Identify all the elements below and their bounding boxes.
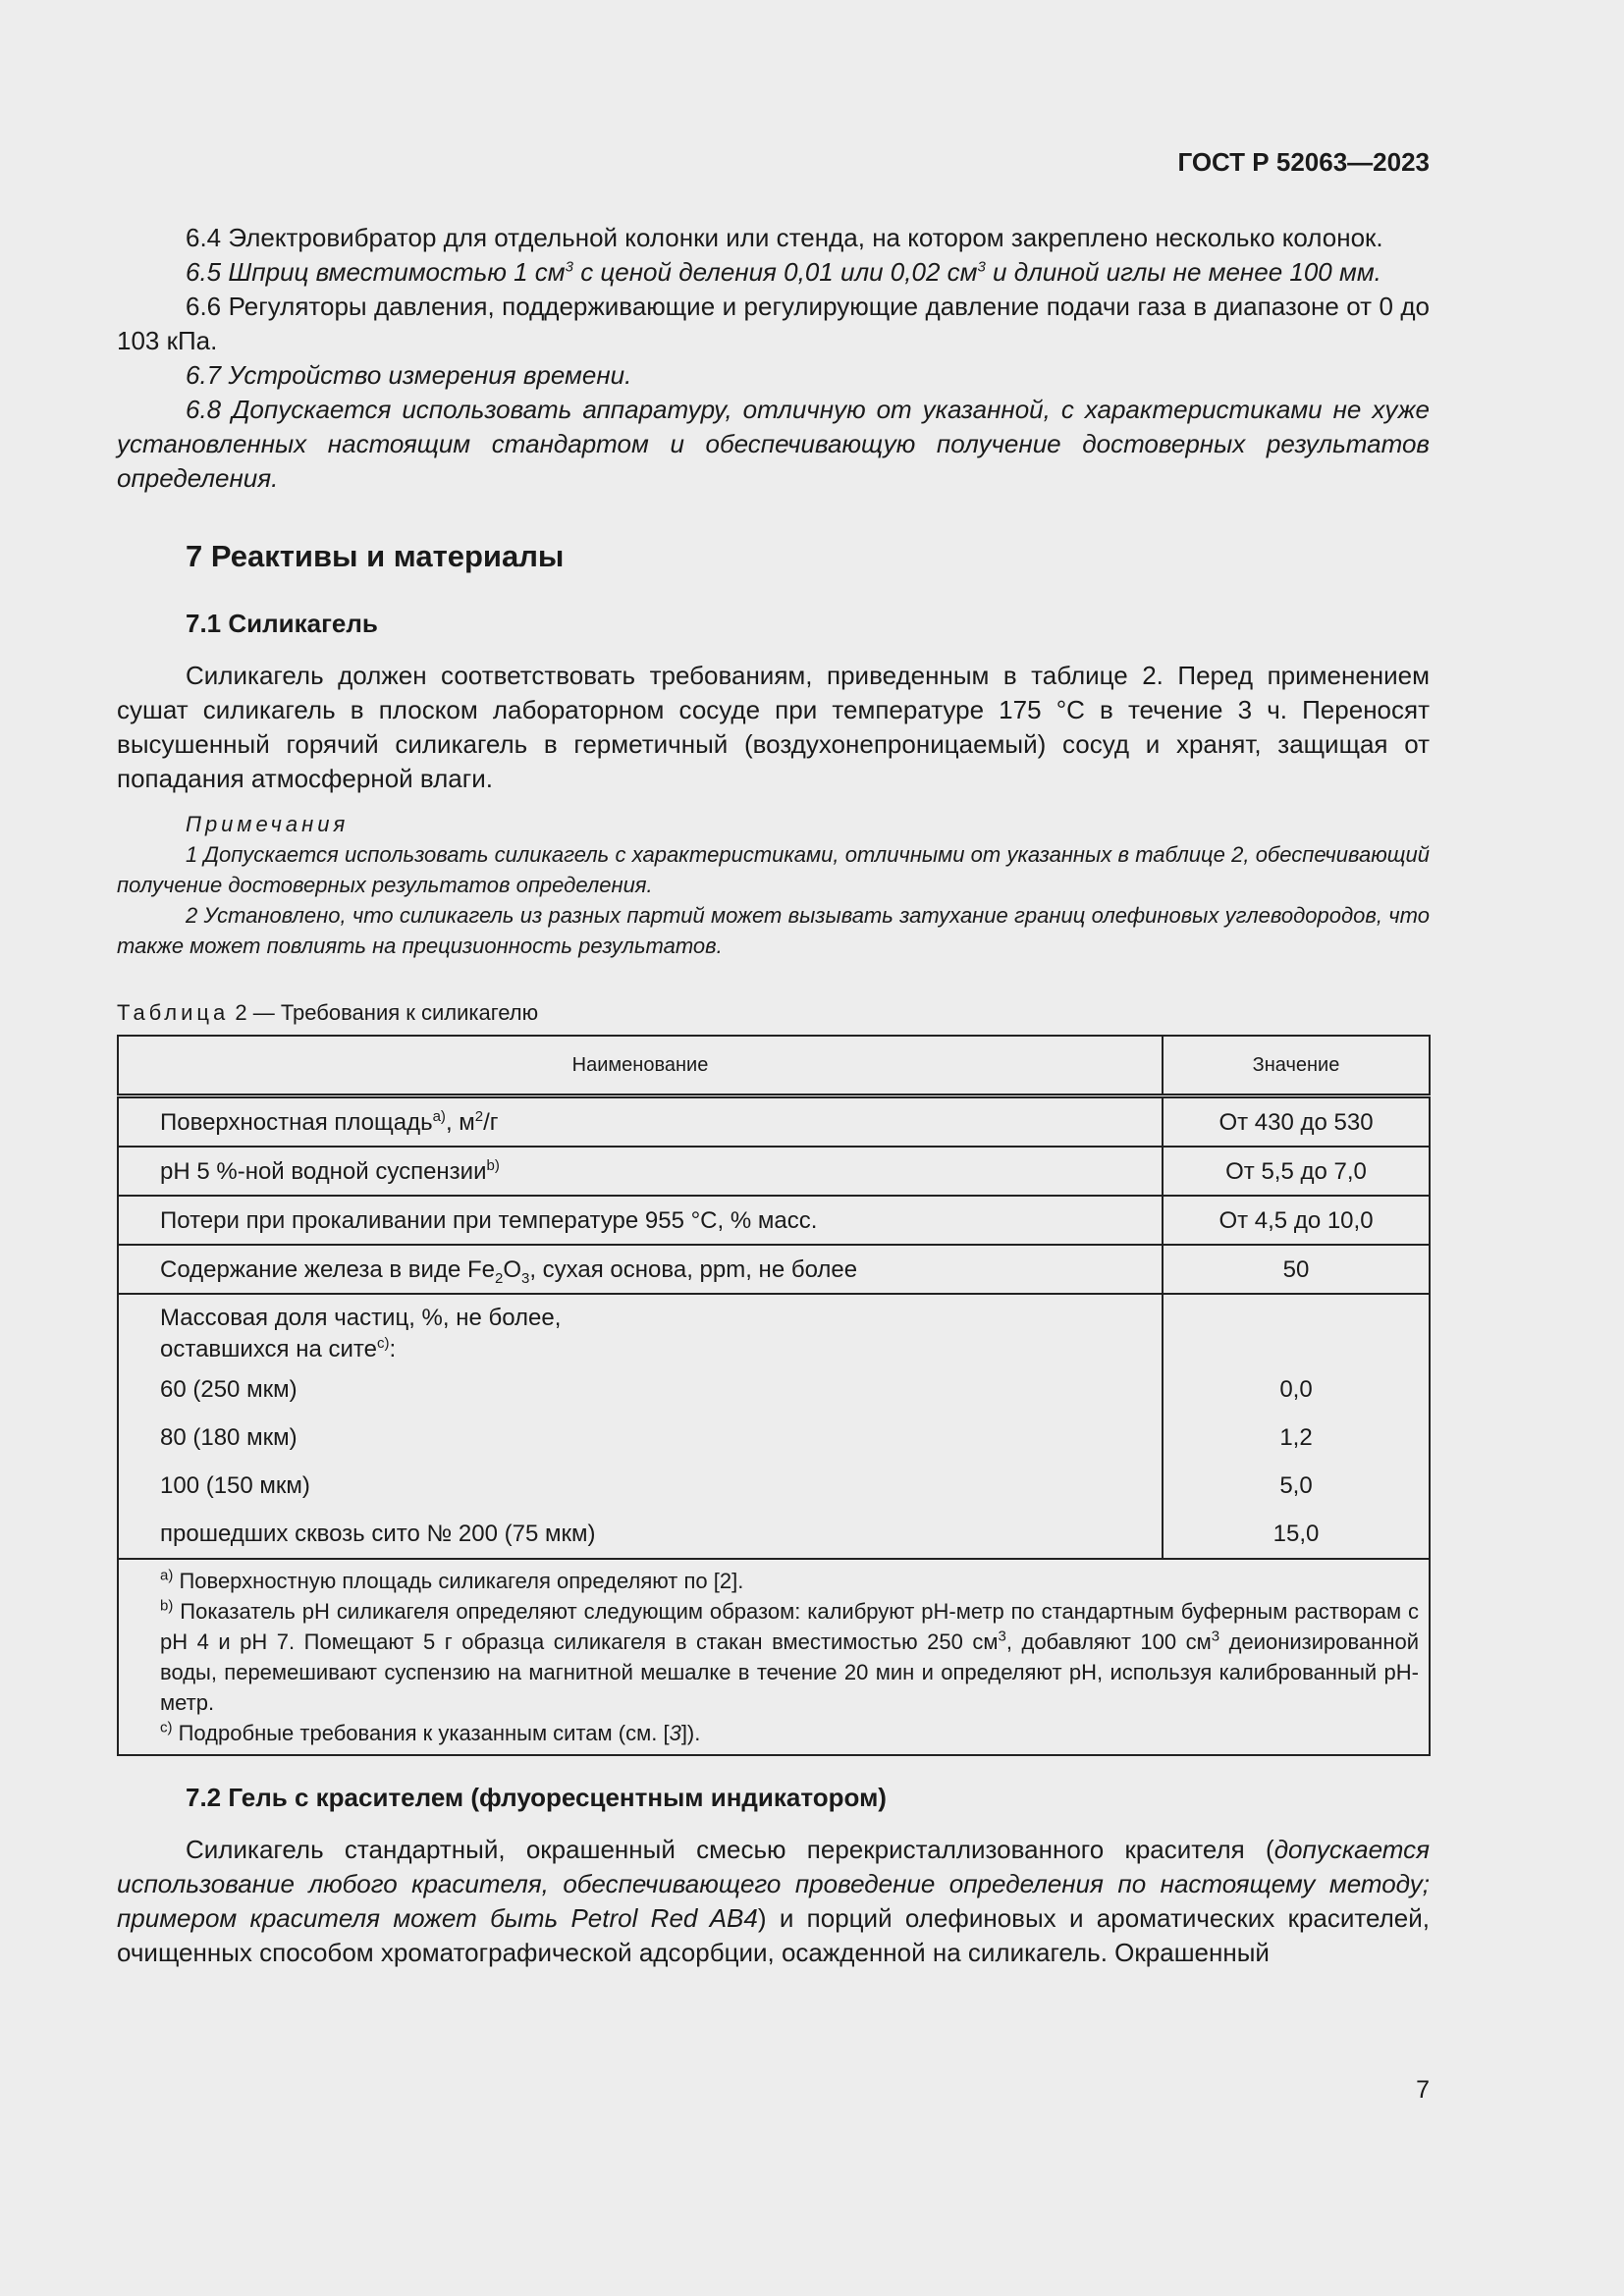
table-header-row (118, 1036, 1430, 1096)
table-row: 100 (150 мкм) 5,0 (118, 1462, 1430, 1510)
page-content (117, 221, 1430, 1970)
paragraph-6-8: 6.8 Допускается использовать аппаратуру, отличную от указанной, с характеристиками не хуже установленных настоящим стандартом и обеспечивающую получение достоверных результатов определения. (117, 395, 1430, 493)
table-caption: Таблица 2 — Требования к силикагелю (117, 1000, 539, 1025)
paragraph-6-7: 6.7 Устройство измерения времени. (186, 360, 632, 390)
page-number: 7 (1416, 2076, 1430, 2104)
document-header: ГОСТ Р 52063—2023 (1177, 147, 1430, 177)
table-footnotes (118, 1559, 1430, 1755)
notes-block (117, 809, 1430, 961)
table-row: 60 (250 мкм) 0,0 (118, 1365, 1430, 1414)
paragraph-6-4: 6.4 Электровибратор для отдельной колонки или стенда, на котором закреплено несколько колонок. (186, 223, 1383, 252)
column-header-value: Значение (1163, 1036, 1430, 1096)
notes-title: Примечания (186, 812, 350, 836)
table-row: pH 5 %-ной водной суспензии$^{b)}$ От 5,5 до 7,0 (118, 1147, 1430, 1196)
section-7-2-title: 7.2 Гель с красителем (флуоресцентным индикатором) (186, 1783, 887, 1812)
table-row: Поверхностная площадь$^{а)}$, $м^2/г$ От 430 до 530 (118, 1096, 1430, 1148)
paragraph-7-2: Силикагель стандартный, окрашенный смесью перекристаллизованного красителя (допускается использование любого красителя, обеспечивающего проведение определения по настоящему методу; примером красителя может быть Petrol Red AB4) и порций олефиновых и ароматических красителей, очищенных способом хроматографической адсорбции, осажденной на силикагель. Окрашенный (117, 1835, 1430, 1967)
paragraph-6-6: 6.6 Регуляторы давления, поддерживающие и регулирующие давление подачи газа в диапазоне от 0 до 103 кПа. (117, 292, 1430, 355)
paragraph-7-1: Силикагель должен соответствовать требованиям, приведенным в таблице 2. Перед применением сушат силикагель в плоском лабораторном сосуде при температуре 175 °С в течение 3 ч. Переносят высушенный горячий силикагель в герметичный (воздухонепроницаемый) сосуд и хранят, защищая от попадания атмосферной влаги. (117, 661, 1430, 793)
column-header-name: Наименование (118, 1036, 1163, 1096)
table-row: Потери при прокаливании при температуре 955 °С, % масс. От 4,5 до 10,0 (118, 1196, 1430, 1245)
table-row: Содержание железа в виде $Fe_2O_3$, сухая основа, ppm, не более 50 (118, 1245, 1430, 1294)
paragraph-6-5: 6.5 Шприц вместимостью 1 $см^3$ с ценой деления 0,01 или 0,02 $см^3$ и длиной иглы не менее 100 мм. (186, 257, 1381, 287)
footnote-c: $^{с)}$ Подробные требования к указанным ситам (см. [3]). (160, 1719, 701, 1745)
section-7-1-title: 7.1 Силикагель (186, 609, 378, 638)
table-row: Массовая доля частиц, %, не более, оставшихся на сите$^{с)}$: (118, 1294, 1430, 1365)
table-footnotes-row (118, 1559, 1430, 1755)
note-2: 2 Установлено, что силикагель из разных партий может вызывать затухание границ олефиновых углеводородов, что также может повлиять на прецизионность результатов. (117, 903, 1430, 958)
footnote-b: $^{b)}$ Показатель pH силикагеля определяют следующим образом: калибруют pH-метр по стандартным буферным растворам с pH 4 и pH 7. Помещают 5 г образца силикагеля в стакан вместимостью 250 $см^3$, добавляют 100 $см^3$ деионизированной воды, перемешивают суспензию на магнитной мешалке в течение 20 мин и определяют pH, используя калиброванный pH-метр. (160, 1597, 1419, 1715)
footnote-a: $^{а)}$ Поверхностную площадь силикагеля определяют по [2]. (160, 1567, 744, 1593)
section-7-title: 7 Реактивы и материалы (186, 539, 565, 573)
note-1: 1 Допускается использовать силикагель с характеристиками, отличными от указанных в таблице 2, обеспечивающий получение достоверных результатов определения. (117, 842, 1430, 897)
table-row: 80 (180 мкм) 1,2 (118, 1414, 1430, 1462)
requirements-table (117, 1035, 1431, 1756)
table-row: прошедших сквозь сито № 200 (75 мкм) 15,0 (118, 1510, 1430, 1559)
